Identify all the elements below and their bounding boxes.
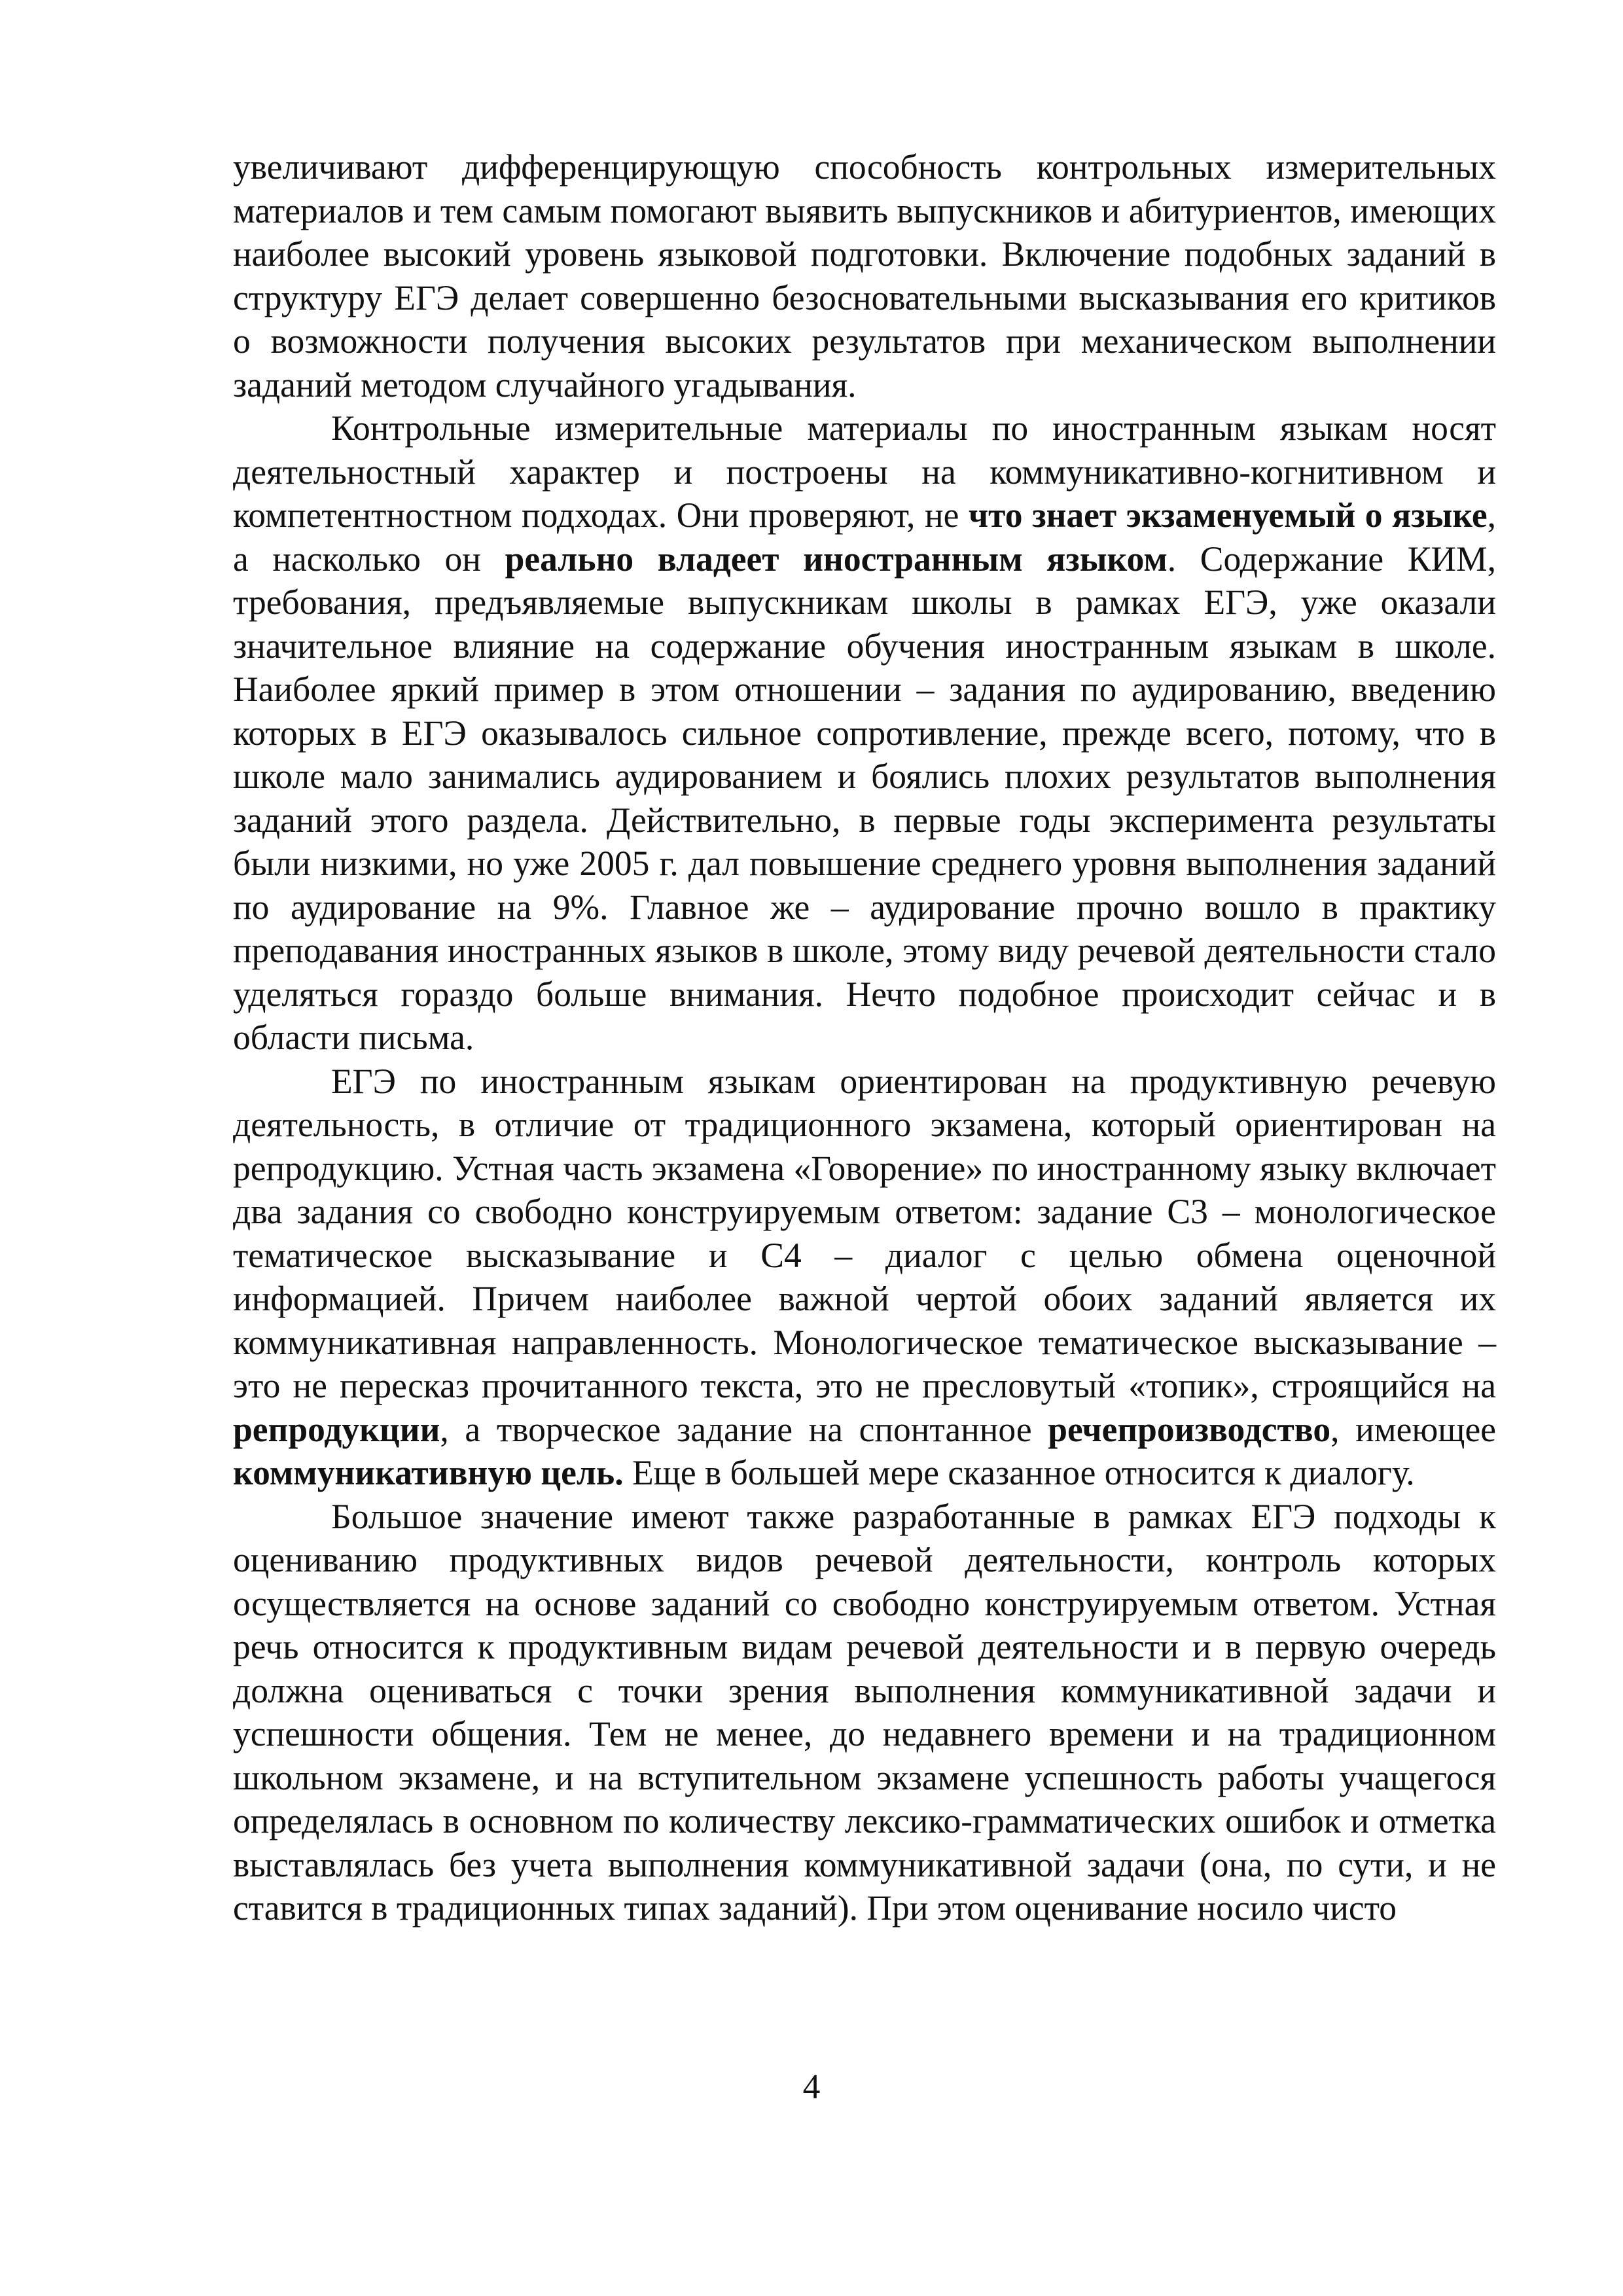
paragraph-2-text-2: , а насколько он <box>233 495 1496 579</box>
paragraph-3-text-2: , а творческое задание на спонтанное <box>440 1409 1048 1449</box>
paragraph-4 <box>233 1495 1496 1930</box>
paragraph-3-bold-1: репродукции <box>233 1409 440 1449</box>
paragraph-3-text-3: , имеющее <box>1330 1409 1496 1449</box>
paragraph-2 <box>233 406 1496 1060</box>
page-number: 4 <box>802 2067 821 2106</box>
paragraph-1-text: увеличивают дифференцирующую способность контрольных измерительных материалов и тем самым помогают выявить выпускников и абитуриентов, имеющих наиболее высокий уровень языковой подготовки. Включение подобных заданий в структуру ЕГЭ делает совершенно безосновательными высказывания его критиков о возможности получения высоких результатов при механическом выполнении заданий методом случайного угадывания. <box>233 147 1496 404</box>
paragraph-2-bold-1: что знает экзаменуемый о языке <box>969 495 1488 535</box>
paragraph-1 <box>233 145 1496 406</box>
paragraph-2-text-3: . Содержание КИМ, требования, предъявляемые выпускникам школы в рамках ЕГЭ, уже оказали значительное влияние на содержание обучения иностранным языкам в школе. Наиболее яркий пример в этом отношении – задания по аудированию, введению которых в ЕГЭ оказывалось сильное сопротивление, прежде всего, потому, что в школе мало занимались аудированием и боялись плохих результатов выполнения заданий этого раздела. Действительно, в первые годы эксперимента результаты были низкими, но уже 2005 г. дал повышение среднего уровня выполнения заданий по аудирование на 9%. Главное же – аудирование прочно вошло в практику преподавания иностранных языков в школе, этому виду речевой деятельности стало уделяться гораздо больше внимания. Нечто подобное происходит сейчас и в области письма. <box>233 539 1496 1057</box>
paragraph-2-bold-2: реально владеет иностранным языком <box>505 539 1168 579</box>
paragraph-3-text-4: Еще в большей мере сказанное относится к диалогу. <box>623 1453 1415 1492</box>
paragraph-3-text-1: ЕГЭ по иностранным языкам ориентирован на продуктивную речевую деятельность, в отличие от традиционного экзамена, который ориентирован на репродукцию. Устная часть экзамена «Говорение» по иностранному языку включает два задания со свободно конструируемым ответом: задание С3 – монологическое тематическое высказывание и С4 – диалог с целью обмена оценочной информацией. Причем наиболее важной чертой обоих заданий является их коммуникативная направленность. Монологическое тематическое высказывание – это не пересказ прочитанного текста, это не пресловутый «топик», строящийся на <box>233 1061 1496 1405</box>
paragraph-3 <box>233 1060 1496 1495</box>
paragraph-3-bold-3: коммуникативную цель. <box>233 1453 624 1492</box>
paragraph-4-text: Большое значение имеют также разработанные в рамках ЕГЭ подходы к оцениванию продуктивных видов речевой деятельности, контроль которых осуществляется на основе заданий со свободно конструируемым ответом. Устная речь относится к продуктивным видам речевой деятельности и в первую очередь должна оцениваться с точки зрения выполнения коммуникативной задачи и успешности общения. Тем не менее, до недавнего времени и на традиционном школьном экзамене, и на вступительном экзамене успешность работы учащегося определялась в основном по количеству лексико-грамматических ошибок и отметка выставлялась без учета выполнения коммуникативной задачи (она, по сути, и не ставится в традиционных типах заданий). При этом оценивание носило чисто <box>233 1496 1496 1928</box>
document-page <box>233 145 1496 1930</box>
paragraph-2-text-1: Контрольные измерительные материалы по иностранным языкам носят деятельностный характер и построены на коммуникативно-когнитивном и компетентностном подходах. Они проверяют, не <box>233 408 1496 535</box>
paragraph-3-bold-2: речепроизводство <box>1048 1409 1331 1449</box>
